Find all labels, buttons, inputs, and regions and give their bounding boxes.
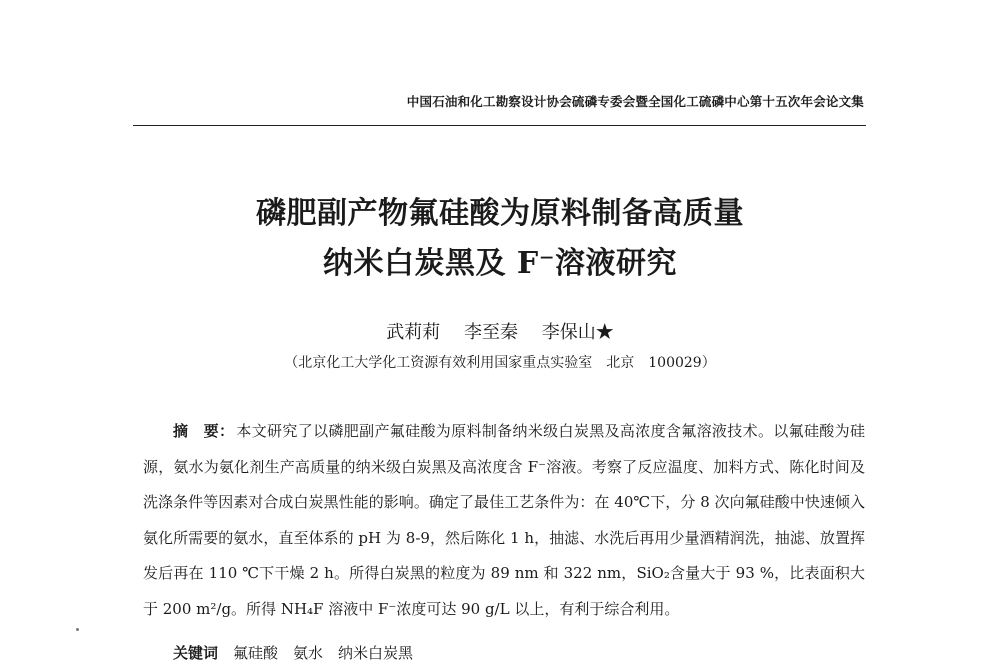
paper-title-line-2: 纳米白炭黑及 F⁻溶液研究 (322, 246, 678, 281)
proceedings-header: 中国石油和化工勘察设计协会硫磷专委会暨全国化工硫磷中心第十五次年会论文集 (406, 94, 864, 109)
author-name: 李至秦 (464, 322, 518, 343)
abstract-text: 本文研究了以磷肥副产氟硅酸为原料制备纳米级白炭黑及高浓度含氟溶液技术。以氟硅酸为硅源，氨水为氨化剂生产高质量的纳米级白炭黑及高浓度含 F⁻溶液。考察了反应温度、加料方式、陈化时间及洗涤条件等因素对合成白炭黑性能的影响。确定了最佳工艺条件为：在 40℃下，分 8 次向氟硅酸中快速倾入氨化所需要的氨水，直至体系的 pH 为 8-9，然后陈化 1 h，抽滤、水洗后再用少量酒精润洗，抽滤、放置挥发后再在 110 ℃下干燥 2 h。所得白炭黑的粒度为 89 nm 和 322 nm，SiO₂含量大于 93 %，比表面积大于 200 m²/g。所得 NH₄F 溶液中 F⁻浓度可达 90 g/L 以上，有利于综合利用。 (143, 422, 865, 618)
author-name: 武莉莉 (386, 322, 441, 343)
affiliation: （北京化工大学化工资源有效利用国家重点实验室 北京 100029） (284, 355, 716, 371)
abstract (143, 414, 865, 627)
keywords-text: 氟硅酸 氨水 纳米白炭黑 (218, 644, 414, 662)
author-name: 李保山★ (541, 322, 614, 343)
paper-title-line-1: 磷肥副产物氟硅酸为原料制备高质量 (256, 196, 744, 231)
header-rule (133, 125, 866, 126)
keywords (173, 642, 413, 663)
abstract-label: 摘 要： (173, 422, 235, 440)
keywords-label: 关键词 (173, 644, 219, 662)
scan-speck (76, 628, 79, 631)
author-list (0, 318, 1000, 344)
